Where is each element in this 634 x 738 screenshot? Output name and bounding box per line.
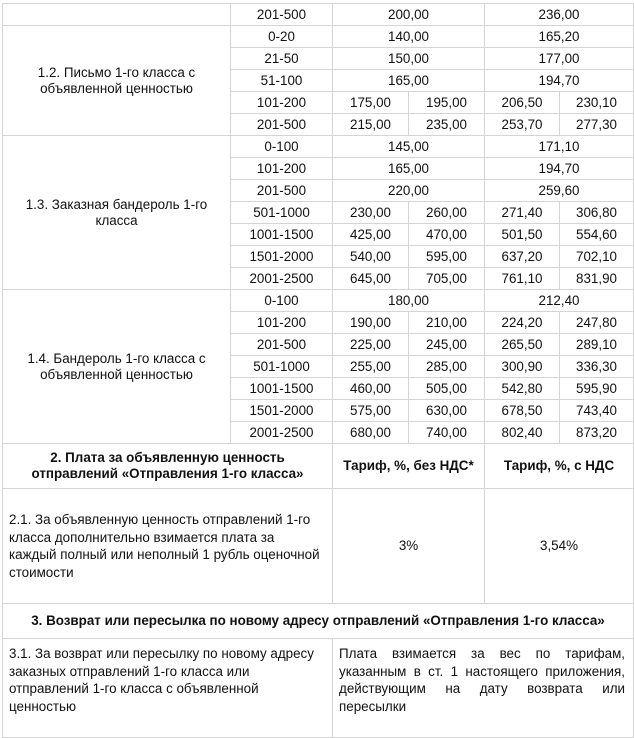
table-row (3, 639, 634, 738)
tariff-no-vat-a: 425,00 (333, 224, 409, 246)
tariff-with-vat: 259,60 (485, 180, 634, 202)
tariff-no-vat-a: 575,00 (333, 400, 409, 422)
tariff-no-vat: 145,00 (333, 136, 485, 158)
tariff-with-vat: 171,10 (485, 136, 634, 158)
tariff-with-vat-a: 265,50 (485, 334, 560, 356)
tariff-no-vat: 220,00 (333, 180, 485, 202)
weight-range: 2001-2500 (231, 268, 333, 290)
weight-range: 0-100 (231, 290, 333, 312)
tariff-no-vat-a: 540,00 (333, 246, 409, 268)
tariff-no-vat-a: 680,00 (333, 422, 409, 444)
tariff-with-vat-a: 542,80 (485, 378, 560, 400)
table-row (3, 4, 634, 26)
tariff-no-vat-b: 740,00 (409, 422, 485, 444)
weight-range: 1501-2000 (231, 246, 333, 268)
tariff-with-vat: 194,70 (485, 70, 634, 92)
tariff-with-vat-a: 300,90 (485, 356, 560, 378)
weight-range: 1001-1500 (231, 224, 333, 246)
tariff-no-vat: 180,00 (333, 290, 485, 312)
tariff-no-vat-b: 245,00 (409, 334, 485, 356)
tariff-table-body (3, 4, 634, 738)
tariff-with-vat-b: 306,80 (560, 202, 634, 224)
return-forward-note: Плата взимается за вес по тарифам, указанным в ст. 1 настоящего приложения, действующим на дату возврата или пересылки (333, 639, 634, 738)
tariff-no-vat: 140,00 (333, 26, 485, 48)
tariff-with-vat-b: 230,10 (560, 92, 634, 114)
table-row (3, 290, 634, 312)
tariff-with-vat-a: 253,70 (485, 114, 560, 136)
tariff-no-vat-a: 225,00 (333, 334, 409, 356)
weight-range: 501-1000 (231, 356, 333, 378)
tariff-with-vat: 212,40 (485, 290, 634, 312)
weight-range: 501-1000 (231, 202, 333, 224)
weight-range: 201-500 (231, 4, 333, 26)
tariff-no-vat-b: 235,00 (409, 114, 485, 136)
weight-range: 201-500 (231, 114, 333, 136)
weight-range: 101-200 (231, 312, 333, 334)
tariff-no-vat-b: 285,00 (409, 356, 485, 378)
tariff-with-vat: 177,00 (485, 48, 634, 70)
tariff-with-vat-b: 595,90 (560, 378, 634, 400)
tariff-with-vat-a: 206,50 (485, 92, 560, 114)
tariff-with-vat-b: 743,40 (560, 400, 634, 422)
declared-value-description: 2.1. За объявленную ценность отправлений 1-го класса дополнительно взимается плата за каждый полный или неполный 1 рубль оценочной стоимости (3, 489, 333, 604)
section-2-header (3, 444, 634, 489)
weight-range: 1501-2000 (231, 400, 333, 422)
tariff-with-vat-a: 761,10 (485, 268, 560, 290)
weight-range: 101-200 (231, 158, 333, 180)
tariff-with-vat: 236,00 (485, 4, 634, 26)
tariff-no-vat-a: 255,00 (333, 356, 409, 378)
column-header-with-vat: Тариф, %, с НДС (485, 444, 634, 489)
tariff-no-vat-b: 260,00 (409, 202, 485, 224)
weight-range: 21-50 (231, 48, 333, 70)
weight-range: 0-20 (231, 26, 333, 48)
tariff-with-vat-a: 271,40 (485, 202, 560, 224)
tariff-with-vat-b: 336,30 (560, 356, 634, 378)
tariff-no-vat: 165,00 (333, 158, 485, 180)
table-row (3, 26, 634, 48)
tariff-with-vat: 165,20 (485, 26, 634, 48)
tariff-no-vat-b: 210,00 (409, 312, 485, 334)
tariff-table (2, 3, 634, 738)
tariff-no-vat-a: 645,00 (333, 268, 409, 290)
return-forward-description: 3.1. За возврат или пересылку по новому адресу заказных отправлений 1-го класса или отправлений 1-го класса с объявленной ценностью (3, 639, 333, 738)
tariff-with-vat-b: 873,20 (560, 422, 634, 444)
section-2-title: 2. Плата за объявленную ценность отправлений «Отправления 1-го класса» (3, 444, 333, 489)
tariff-no-vat-b: 195,00 (409, 92, 485, 114)
weight-range: 101-200 (231, 92, 333, 114)
weight-range: 1001-1500 (231, 378, 333, 400)
tariff-with-vat-b: 289,10 (560, 334, 634, 356)
tariff-with-vat-a: 802,40 (485, 422, 560, 444)
tariff-with-vat-a: 501,50 (485, 224, 560, 246)
service-name: 1.3. Заказная бандероль 1-го класса (3, 136, 231, 290)
tariff-with-vat-b: 247,80 (560, 312, 634, 334)
weight-range: 0-100 (231, 136, 333, 158)
service-name (3, 4, 231, 26)
tariff-no-vat-a: 215,00 (333, 114, 409, 136)
weight-range: 51-100 (231, 70, 333, 92)
tariff-with-vat-b: 831,90 (560, 268, 634, 290)
tariff-no-vat: 200,00 (333, 4, 485, 26)
tariff-with-vat: 194,70 (485, 158, 634, 180)
weight-range: 201-500 (231, 334, 333, 356)
column-header-no-vat: Тариф, %, без НДС* (333, 444, 485, 489)
tariff-no-vat-a: 230,00 (333, 202, 409, 224)
tariff-with-vat-b: 277,30 (560, 114, 634, 136)
table-row (3, 136, 634, 158)
tariff-no-vat: 150,00 (333, 48, 485, 70)
tariff-no-vat-b: 505,00 (409, 378, 485, 400)
tariff-no-vat-a: 190,00 (333, 312, 409, 334)
tariff-no-vat-a: 460,00 (333, 378, 409, 400)
tariff-no-vat-b: 595,00 (409, 246, 485, 268)
tariff-no-vat-b: 470,00 (409, 224, 485, 246)
tariff-with-vat-b: 702,10 (560, 246, 634, 268)
section-3-title: 3. Возврат или пересылка по новому адресу отправлений «Отправления 1-го класса» (3, 604, 634, 639)
tariff-no-vat-b: 705,00 (409, 268, 485, 290)
tariff-no-vat-b: 630,00 (409, 400, 485, 422)
service-name: 1.4. Бандероль 1-го класса с объявленной ценностью (3, 290, 231, 444)
tariff-with-vat-b: 554,60 (560, 224, 634, 246)
weight-range: 2001-2500 (231, 422, 333, 444)
declared-value-rate-with-vat: 3,54% (485, 489, 634, 604)
declared-value-rate-no-vat: 3% (333, 489, 485, 604)
tariff-with-vat-a: 224,20 (485, 312, 560, 334)
tariff-no-vat: 165,00 (333, 70, 485, 92)
section-3-header (3, 604, 634, 639)
table-row (3, 489, 634, 604)
tariff-with-vat-a: 678,50 (485, 400, 560, 422)
tariff-with-vat-a: 637,20 (485, 246, 560, 268)
tariff-no-vat-a: 175,00 (333, 92, 409, 114)
weight-range: 201-500 (231, 180, 333, 202)
service-name: 1.2. Письмо 1-го класса с объявленной ценностью (3, 26, 231, 136)
